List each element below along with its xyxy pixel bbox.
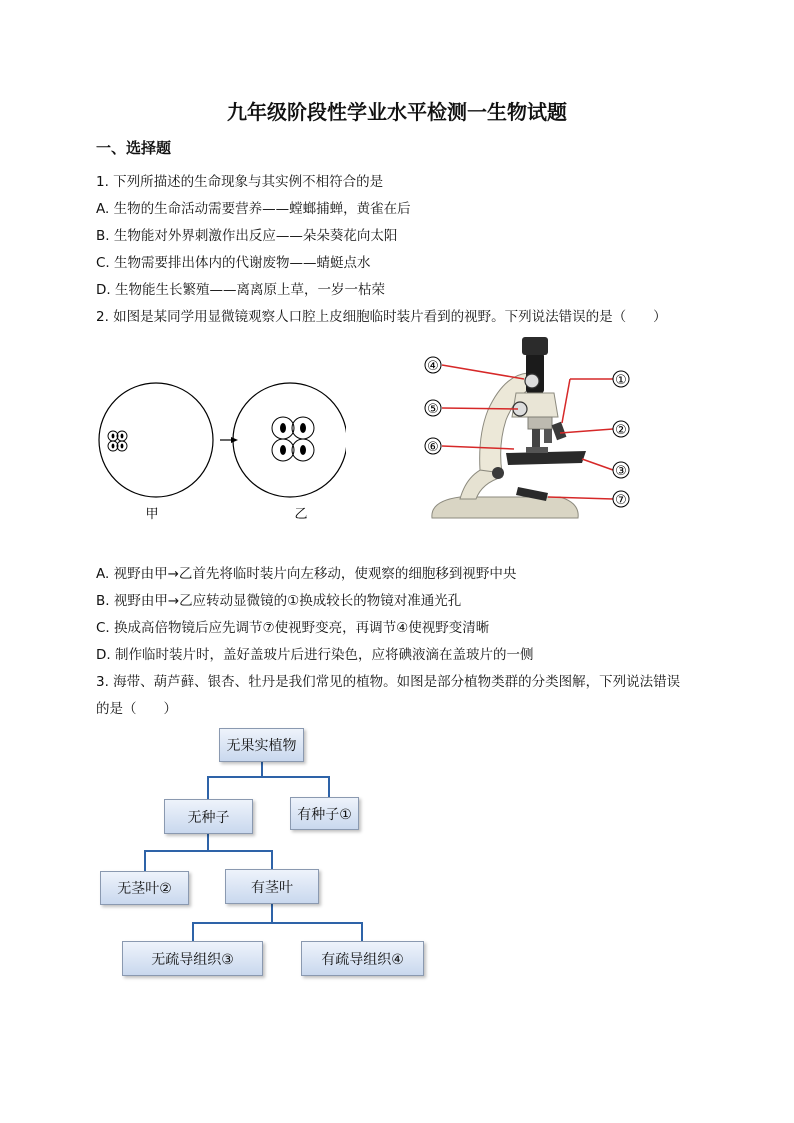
q2-option-b: B. 视野由甲→乙应转动显微镜的①换成较长的物镜对准通光孔 — [96, 593, 462, 609]
marker-7: ⑦ — [615, 493, 627, 508]
microscope-base — [432, 497, 578, 518]
q2-option-d: D. 制作临时装片时，盖好盖玻片后进行染色，应将碘液滴在盖玻片的一侧 — [96, 647, 534, 663]
field-a-label: 甲 — [145, 507, 159, 522]
q2-option-a: A. 视野由甲→乙首先将临时装片向左移动，使观察的细胞移到视野中央 — [96, 566, 517, 582]
field-of-view-figure — [96, 380, 346, 530]
objective-lens — [532, 429, 540, 447]
marker-1: ① — [615, 373, 627, 388]
tree-node-no-seed: 无种子 — [164, 799, 253, 834]
marker-5: ⑤ — [427, 402, 439, 417]
marker-2: ② — [615, 423, 627, 438]
microscope-stage — [506, 451, 586, 465]
marker-3: ③ — [615, 464, 627, 479]
q2-stem: 2. 如图是某同学用显微镜观察人口腔上皮细胞临时装片看到的视野。下列说法错误的是（ ） — [96, 309, 667, 325]
field-a-cells — [108, 431, 127, 451]
q1-option-d: D. 生物能生长繁殖——离离原上草，一岁一枯荣 — [96, 282, 385, 298]
section-heading: 一、选择题 — [96, 139, 172, 157]
q3-stem-line2: 的是（ ） — [96, 701, 177, 717]
tree-node-has-stem-leaf: 有茎叶 — [225, 869, 319, 904]
q3-stem-line1: 3. 海带、葫芦藓、银杏、牡丹是我们常见的植物。如图是部分植物类群的分类图解，下列说法错误 — [96, 674, 681, 690]
tree-node-root: 无果实植物 — [219, 728, 304, 762]
coarse-knob — [525, 374, 539, 388]
field-b-cells — [272, 417, 314, 461]
microscope-figure — [420, 335, 635, 530]
page-title: 九年级阶段性学业水平检测一生物试题 — [227, 100, 567, 124]
marker-4: ④ — [427, 359, 439, 374]
q1-option-b: B. 生物能对外界刺激作出反应——朵朵葵花向太阳 — [96, 228, 398, 244]
field-b-circle — [233, 383, 346, 497]
q1-option-a: A. 生物的生命活动需要营养——螳螂捕蝉，黄雀在后 — [96, 201, 411, 217]
tree-node-has-seed: 有种子① — [290, 797, 359, 830]
q1-stem: 1. 下列所描述的生命现象与其实例不相符合的是 — [96, 174, 384, 190]
field-b-label: 乙 — [294, 507, 308, 522]
q1-option-c: C. 生物需要排出体内的代谢废物——蜻蜓点水 — [96, 255, 371, 271]
q2-option-c: C. 换成高倍物镜后应先调节⑦使视野变亮，再调节④使视野变清晰 — [96, 620, 490, 636]
tree-node-no-vascular: 无疏导组织③ — [122, 941, 263, 976]
marker-6: ⑥ — [427, 440, 439, 455]
tree-node-has-vascular: 有疏导组织④ — [301, 941, 424, 976]
tree-node-no-stem-leaf: 无茎叶② — [100, 871, 189, 905]
